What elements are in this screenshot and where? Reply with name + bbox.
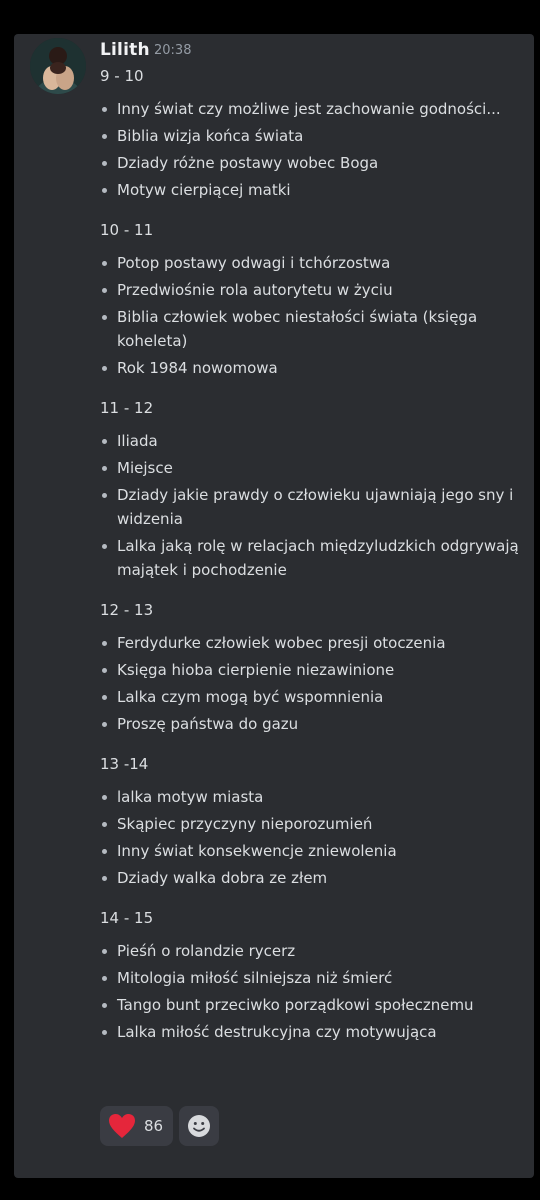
list-item: lalka motyw miasta	[100, 785, 520, 809]
list-item: Lalka miłość destrukcyjna czy motywująca	[100, 1020, 520, 1044]
list-item: Skąpiec przyczyny nieporozumień	[100, 812, 520, 836]
avatar-image	[30, 38, 86, 94]
list-item: Motyw cierpiącej matki	[100, 178, 520, 202]
heart-icon	[108, 1113, 136, 1139]
message-card[interactable]	[14, 34, 534, 1178]
reactions-bar	[100, 1106, 219, 1146]
group-title: 13 -14	[100, 755, 149, 773]
list-item: Inny świat konsekwencje zniewolenia	[100, 839, 520, 863]
group-title: 10 - 11	[100, 221, 154, 239]
group-title: 11 - 12	[100, 399, 154, 417]
list-item: Tango bunt przeciwko porządkowi społecznemu	[100, 993, 520, 1017]
topic-list	[100, 429, 520, 582]
smiley-icon	[187, 1114, 211, 1138]
list-item: Biblia człowiek wobec niestałości świata (księga koheleta)	[100, 305, 520, 353]
topic-list	[100, 939, 520, 1044]
topic-list	[100, 631, 520, 736]
topic-group	[100, 398, 520, 582]
author-name[interactable]: Lilith	[100, 40, 150, 60]
reaction-count: 86	[144, 1117, 164, 1135]
list-item: Dziady walka dobra ze złem	[100, 866, 520, 890]
topic-group	[100, 600, 520, 736]
timestamp: 20:38	[154, 43, 192, 58]
list-item: Dziady jakie prawdy o człowieku ujawniają jego sny i widzenia	[100, 483, 520, 531]
list-item: Inny świat czy możliwe jest zachowanie godności...	[100, 97, 520, 121]
topic-group	[100, 66, 520, 202]
topic-list	[100, 251, 520, 380]
topic-group	[100, 908, 520, 1044]
group-title: 9 - 10	[100, 67, 144, 85]
list-item: Lalka czym mogą być wspomnienia	[100, 685, 520, 709]
list-item: Potop postawy odwagi i tchórzostwa	[100, 251, 520, 275]
topic-list	[100, 785, 520, 890]
list-item: Przedwiośnie rola autorytetu w życiu	[100, 278, 520, 302]
topic-group	[100, 220, 520, 380]
list-item: Ferdydurke człowiek wobec presji otoczenia	[100, 631, 520, 655]
list-item: Iliada	[100, 429, 520, 453]
topic-group	[100, 754, 520, 890]
topic-list	[100, 97, 520, 202]
message-content	[100, 66, 520, 1062]
group-title: 14 - 15	[100, 909, 154, 927]
list-item: Biblia wizja końca świata	[100, 124, 520, 148]
list-item: Księga hioba cierpienie niezawinione	[100, 658, 520, 682]
group-title: 12 - 13	[100, 601, 154, 619]
list-item: Pieśń o rolandzie rycerz	[100, 939, 520, 963]
reaction-heart[interactable]	[100, 1106, 173, 1146]
list-item: Rok 1984 nowomowa	[100, 356, 520, 380]
list-item: Miejsce	[100, 456, 520, 480]
add-reaction-button[interactable]	[179, 1106, 219, 1146]
list-item: Lalka jaką rolę w relacjach międzyludzkich odgrywają majątek i pochodzenie	[100, 534, 520, 582]
list-item: Mitologia miłość silniejsza niż śmierć	[100, 966, 520, 990]
avatar[interactable]	[30, 38, 86, 94]
list-item: Proszę państwa do gazu	[100, 712, 520, 736]
list-item: Dziady różne postawy wobec Boga	[100, 151, 520, 175]
